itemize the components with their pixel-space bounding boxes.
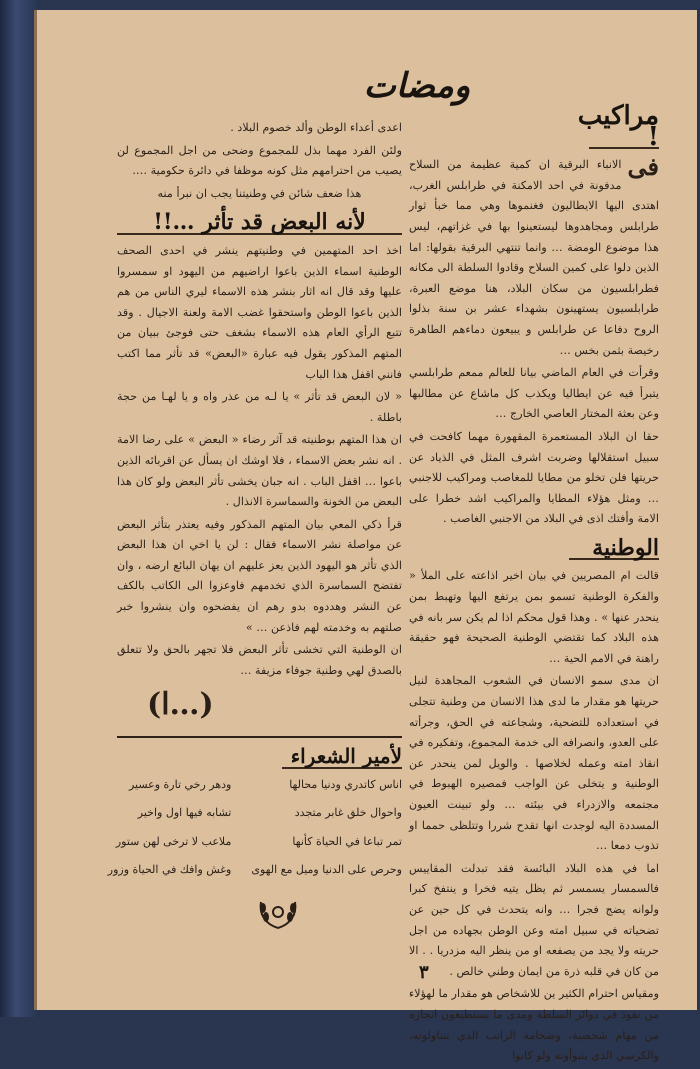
poem-verses <box>107 775 402 881</box>
verse-line: ملاعب لا ترخى لهن ستور <box>115 834 232 848</box>
page-number: ٣ <box>419 962 429 983</box>
article-paragraph: ان مدى سمو الانسان في الشعوب المجاهدة لنيل حريتها هو مقدار ما لدى هذا الانسان من وطنية تتجلى في استعداده للتضحية، وشجاعته في الحق، وجرأته على العدو، وانصرافه الى خدمة المجموع، وتفكيره في انقاذ امته وعمله لخلاصها . والويل لمن ينحدر عن الوطنية و يتخلى عن الواجب فمصيره الهبوط في مجتمعه والازدراء في بيئته … ولو تبينت العيون المسددة اليه لوجدت انها تقدح شررا وتتلظى حمما او تذوب دمعا … <box>409 674 659 853</box>
verse-line: تمر تباعا في الحياة كأنها <box>292 834 402 848</box>
lead-letter: فى <box>627 152 659 182</box>
heading-marakib: مراكيب ! <box>577 101 659 152</box>
masthead-title: ومضات <box>363 66 471 106</box>
article-paragraph: قالت ام المصريين في بيان اخير اذاعته على الملأ « والفكرة الوطنية تسمو بمن يرتفع اليها وتهبط بمن ينحدر عنها » . وهذا قول محكم اذا لم يكن سر بانه في هذه البلاد كما تقتضي الوطنية الصحيحة فهو حقيقة راهنة في الامم الحية … <box>409 569 659 665</box>
verse-line: اناس كاتدري ودنيا محالها <box>289 777 402 791</box>
author-signature: (ا…) <box>147 687 214 723</box>
article-paragraph: حقا ان البلاد المستعمرة المقهورة مهما كافحت في سبيل استقلالها وضربت اشرف المثل في الذياد عن حريتها فلن تخلو من مطايا للمغاصب ومراكيب للاجنبي … ومثل هؤلاء المطايا والمراكيب اشد خطرا على الامة وأفتك اذى في البلاد من الاجنبي الغاصب . <box>409 429 659 526</box>
article-paragraph: وقرأت في العام الماضي بيانا للعالم ممعم طرابلسي يتبرأ فيه عن ايطاليا ويكذب كل ماشاع عن مطالبها وعن بعثة المختار العاصي الخارج … <box>409 366 659 421</box>
intro-line: اعدى أعداء الوطن وألد خصوم البلاد . <box>230 121 402 134</box>
article-paragraph: « لان البعض قد تأثر » يا لـه من عذر واه و يا لهـا من حجة باطلة . <box>117 390 402 424</box>
verse-line: وحرص على الدنيا وميل مع الهوى <box>251 863 402 877</box>
paragraph-text: الانباء البرقية ان كمية عظيمة من السلاح مدفونة في احد الامكنة في طرابلس الغرب، اهتدى اليها الايطاليون فغنموها وهي مما خبأ ثوار طرابلس ومجاهدوها ليستعينوا بها في غزاتهم، ليس هذا موضوع الومضة … وانما تنتهي البرقية بقولها: اما الذين دلوا على كمين السلاح وقادوا السلطة الى مكانه فطرابلسيون من سكان البلاد، هنا موضع العبرة، طرابلسيون يستهينون بشهداء عشر بن سنة بذلوا الروح دفاعا عن طرابلس و يبيعون دماءهم الطاهرة رخيصة بثمن بخس … <box>409 158 659 357</box>
article-paragraph: ان الوطنية التي تخشى تأثر البعض فلا تجهر بالحق ولا تتعلق بالصدق لهي وطنية جوفاء مزيفة … <box>117 643 402 677</box>
verse-line: ودهر رخي تارة وعسير <box>128 777 232 791</box>
left-column <box>107 118 402 881</box>
magazine-page <box>34 10 697 1063</box>
article-paragraph: ومقياس احترام الكثير ين للاشخاص هو مقدار ما لهؤلاء من نفوذ في دوائر السلطة ومدى ما يستطيعون انجازه من مهام شخصية، وضخامة الراتب الذي يتناولونه، والكرسي الذي يتبوأونه ولو كانوا <box>409 987 659 1063</box>
article-paragraph: قرأ ذكي المعي بيان المتهم المذكور وفيه يعتذر بتأثر البعض عن مواصلة نشر الاسماء فقال : لن يا اخي ان هذا البعض الذي تأثر هو اليهود الذين يعز عليهم ان يهان البائع ارضه ، وان تفتضح السماسرة الذي تخدمهم فاوعزوا الى الكاتب بالكف عن النشر وهددوه بدو رهم ان يفضحوه وان ينشروا خبر صلتهم به وخدمته لهم فاذعن … » <box>117 517 402 634</box>
heading-poets: لأمير الشعراء <box>282 746 402 769</box>
article-paragraph: ان هذا المتهم بوطنيته قد آثر رضاء « البعض » على رضا الامة . انه نشر بعض الاسماء ، فلا اوشك ان يسأل عن اقربائه الذين باعوا … اقفل الباب . انه جبان يخشى تأثر البعض ولو كان هذا البعض من الخونة والسماسرة الانذال . <box>117 433 402 509</box>
intro-paragraph: ولئن الفرد مهما بذل للمجموع وضحى من اجل المجموع لن يصيب من احترامهم مثل كونه موظفا في دائرة حكومية …. <box>117 143 402 178</box>
right-column <box>409 98 659 1069</box>
verse-line: وغش وافك في الحياة وزور <box>107 863 232 877</box>
intro-line: هذا ضعف شائن في وطنيتنا يجب ان نبرأ منه <box>157 186 362 200</box>
heading-wataniya: الوطنية <box>569 538 659 561</box>
heading-baad: لأنه البعض قد تأثر …!! <box>117 212 402 235</box>
article-paragraph: اخذ احد المتهمين في وطنيتهم ينشر في احدى الصحف الوطنية اسماء الذين باعوا اراضيهم من اليهود او سمسروا عليها وقد قال انه اثار بنشر هذه الاسماء ليري الناس من هم الذين باعوا الوطن واستحقوا غضب الامة ولعنة الاجيال . وقد تتبع الرأي العام هذه الاسماء بشغف حتى فوجئ ببيان من المتهم المذكور يقول فيه عبارة «البعض» قد تأثر مما اكتب فانني اقفل هذا الباب <box>117 243 402 381</box>
laurel-emblem-icon <box>253 894 303 934</box>
article-paragraph: اما في هذه البلاد البائسة فقد تبدلت المقاييس فالسمسار يسمسر ثم يظل يتيه فخرا و ينتفخ كبرا ولوانه يضج فجرا … وانه يتحدث في كل حين عن تضحياته في سبيل امته وعن الوطن بجهاده من اجل حريته ولا يجد من يصفعه او من ينظر اليه مزدريا . . الا من كان في قلبه ذرة من ايمان وطني خالص . <box>409 861 659 978</box>
article-paragraph <box>409 152 659 361</box>
verse-line: واحوال خلق غابر متجدد <box>294 806 402 820</box>
verse-line: تشابه فيها اول واخير <box>137 806 232 820</box>
divider <box>117 736 402 738</box>
